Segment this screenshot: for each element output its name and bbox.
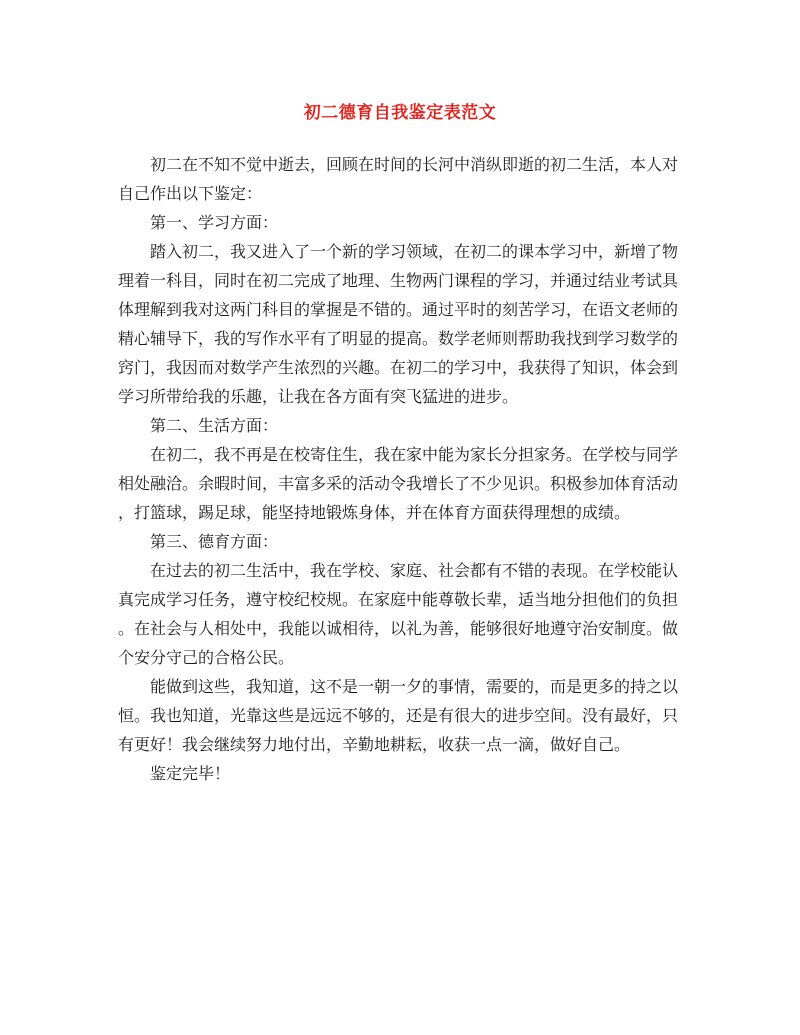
text-line: 学习所带给我的乐趣，让我在各方面有突飞猛进的进步。	[118, 387, 519, 406]
paragraph	[118, 759, 684, 788]
text-line: 恒。我也知道，光靠这些是远远不够的，还是有很大的进步空间。没有最好，只	[118, 706, 679, 725]
paragraph	[118, 411, 684, 440]
text-line: 真完成学习任务，遵守校纪校规。在家庭中能尊敬长辈，适当地分担他们的负担	[118, 590, 679, 609]
text-line: 自己作出以下鉴定：	[118, 184, 263, 203]
text-line: 。在社会与人相处中，我能以诚相待，以礼为善，能够很好地遵守治安制度。做	[118, 619, 679, 638]
text-line: 体理解到我对这两门科目的掌握是不错的。通过平时的刻苦学习，在语文老师的	[118, 300, 679, 319]
text-line: 理着一科目，同时在初二完成了地理、生物两门课程的学习，并通过结业考试具	[118, 271, 679, 290]
text-line: 个安分守己的合格公民。	[118, 648, 295, 667]
text-line: 在过去的初二生活中，我在学校、家庭、社会都有不错的表现。在学校能认	[150, 561, 679, 580]
text-line: ，打篮球，踢足球，能坚持地锻炼身体，并在体育方面获得理想的成绩。	[118, 503, 631, 522]
paragraph	[118, 527, 684, 556]
text-line: 第一、学习方面：	[150, 213, 279, 232]
text-line: 能做到这些，我知道，这不是一朝一夕的事情，需要的，而是更多的持之以	[150, 677, 679, 696]
text-line: 有更好！我会继续努力地付出，辛勤地耕耘，收获一点一滴，做好自己。	[118, 735, 631, 754]
text-line: 鉴定完毕！	[150, 764, 231, 783]
text-line: 在初二，我不再是在校寄住生，我在家中能为家长分担家务。在学校与同学	[150, 445, 679, 464]
text-line: 踏入初二，我又进入了一个新的学习领域，在初二的课本学习中，新增了物	[150, 242, 679, 261]
paragraph	[118, 237, 684, 411]
document-body	[118, 150, 684, 788]
text-line: 初二在不知不觉中逝去，回顾在时间的长河中消纵即逝的初二生活，本人对	[150, 155, 679, 174]
text-line: 第二、生活方面：	[150, 416, 279, 435]
paragraph	[118, 440, 684, 527]
text-line: 相处融洽。余暇时间，丰富多采的活动令我增长了不少见识。积极参加体育活动	[118, 474, 679, 493]
document-title: 初二德育自我鉴定表范文	[303, 103, 497, 123]
paragraph	[118, 556, 684, 672]
paragraph	[118, 208, 684, 237]
paragraph	[118, 672, 684, 759]
text-line: 精心辅导下，我的写作水平有了明显的提高。数学老师则帮助我找到学习数学的	[118, 329, 679, 348]
text-line: 第三、德育方面：	[150, 532, 279, 551]
text-line: 窍门，我因而对数学产生浓烈的兴趣。在初二的学习中，我获得了知识，体会到	[118, 358, 679, 377]
paragraph	[118, 150, 684, 208]
